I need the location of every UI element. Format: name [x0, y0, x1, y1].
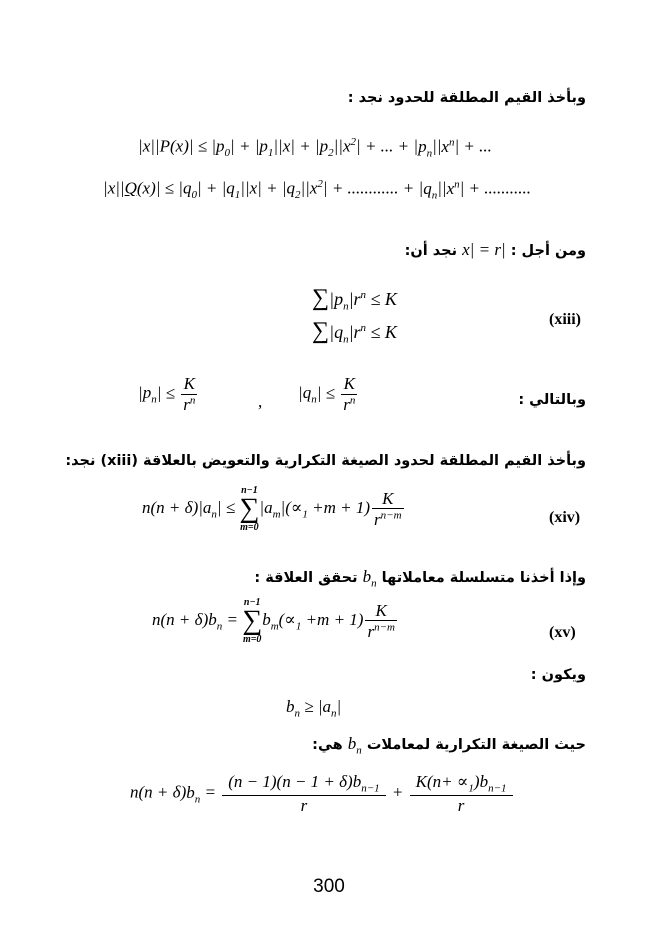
text-we-find: نجد أن: — [404, 243, 458, 259]
text-if-we-take-series: وإذا أخذنا متسلسلة معاملاتها — [381, 570, 586, 586]
text-for: ومن أجل : — [510, 243, 586, 259]
equation-final-recurrence: $n(n + \delta)b_n$ = $\frac{(n - 1)(n - 1 + \delta)b_{n-1}}{r}$ + $\frac{K(n+ \propto_1)b_{n-1}}{r}$ — [130, 772, 515, 816]
math-abs-x-equals-r: |x| = r — [462, 240, 506, 259]
text-line-and-becomes: ويكون : — [530, 667, 586, 683]
math-bn: $b_n$ — [362, 567, 377, 590]
equation-q-bound: $|x||Q(x)| \le |q_0| + |q_1||x| + |q_2||x^2|$ + ............ + $|q_n||x^n|$ + ........... — [103, 178, 532, 202]
equation-qn-bound: $|q_n|$ ≤ $\frac{K}{r^n}$ — [298, 374, 356, 415]
equation-p-bound: $|x||P(x)| \le |p_0| + |p_1||x| + |p_2||x^2|$ + ... + $|p_n||x^n|$ + ... — [138, 136, 492, 160]
equation-sum-p: $\sum|p_n|r^n \le K$ — [312, 285, 397, 313]
equation-xv: $n(n + \delta)b_n$ = n−1 ∑ m=0 $b_m(\propto_1 +m + 1)$ $\frac{K}{r^{n-m}}$ — [152, 597, 395, 645]
equation-label-xiii: (xiii) — [549, 311, 581, 328]
text-line-for-x-equals-r — [405, 240, 586, 260]
text-line-series-coefficients — [254, 567, 586, 589]
equation-sum-q: $\sum|q_n|r^n \le K$ — [312, 318, 397, 346]
math-bn-2: $b_n$ — [347, 734, 362, 757]
text-line-therefore: وبالتالي : — [518, 392, 586, 408]
equation-label-xv: (xv) — [549, 624, 576, 641]
equation-xiv: $n(n + \delta)|a_n|$ ≤ n−1 ∑ m=0 $|a_m|(\propto_1 +m + 1)$ $\frac{K}{r^{n-m}}$ — [142, 485, 402, 533]
comma-separator: , — [258, 392, 263, 411]
text-is: هي: — [312, 737, 343, 753]
text-satisfying-relation: تحقق العلاقة : — [254, 570, 358, 586]
equation-pn-bound: $|p_n|$ ≤ $\frac{K}{r^n}$ — [138, 374, 196, 415]
text-where-recurrence: حيث الصيغة التكرارية لمعاملات — [366, 737, 586, 753]
text-line-substitution: وبأخذ القيم المطلقة لحدود الصيغة التكرارية والتعويض بالعلاقة (xiii) نجد: — [65, 453, 586, 469]
text-line-recurrence-bn — [312, 734, 586, 756]
text-line-absolute-values: وبأخذ القيم المطلقة للحدود نجد : — [347, 90, 586, 106]
equation-label-xiv: (xiv) — [549, 509, 581, 526]
page-number: 300 — [313, 876, 345, 897]
equation-bn-ge-an: $b_n \ge |a_n|$ — [286, 697, 342, 720]
